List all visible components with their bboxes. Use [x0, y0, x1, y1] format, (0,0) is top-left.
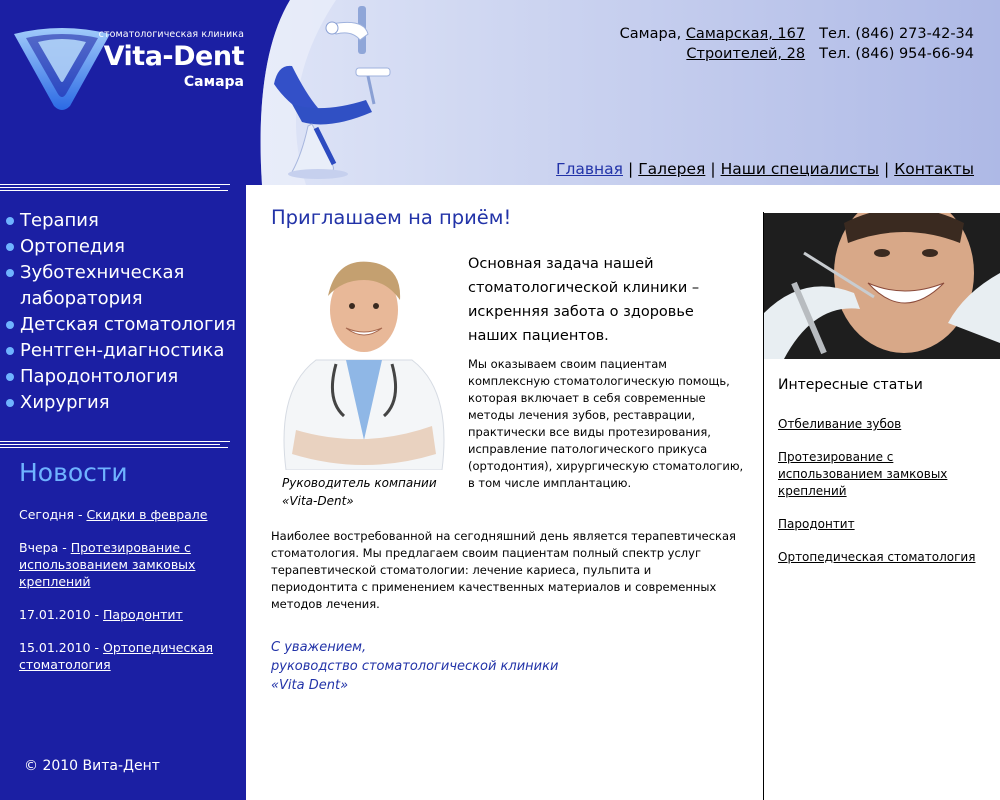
menu-item-dental-lab[interactable]: Зуботехническая лаборатория [6, 260, 242, 312]
articles-list [778, 416, 988, 582]
signature-line: руководство стоматологической клиники [271, 659, 559, 674]
bullet-icon [6, 217, 14, 225]
news-link[interactable]: Протезирование с использованием замковых креплений [19, 540, 196, 589]
bullet-icon [6, 399, 14, 407]
logo-name: Vita-Dent [103, 41, 244, 72]
bullet-icon [6, 243, 14, 251]
menu-item-surgery[interactable]: Хирургия [6, 390, 242, 416]
nav-contacts[interactable]: Контакты [894, 160, 974, 178]
top-navigation [556, 160, 974, 178]
signature [271, 638, 671, 695]
patient-photo [764, 213, 1000, 359]
phone-2: Тел. (846) 954-66-94 [819, 46, 974, 62]
article-item [778, 516, 988, 533]
nav-specialists[interactable]: Наши специалисты [720, 160, 879, 178]
address-row-1 [620, 24, 974, 44]
news-title: Новости [19, 458, 128, 487]
nav-home[interactable]: Главная [556, 160, 623, 178]
article-link[interactable]: Ортопедическая стоматология [778, 550, 976, 564]
menu-item-xray[interactable]: Рентген-диагностика [6, 338, 242, 364]
phone-1: Тел. (846) 273-42-34 [819, 26, 974, 42]
news-link[interactable]: Пародонтит [103, 607, 183, 622]
signature-line: «Vita Dent» [271, 678, 349, 693]
news-item [19, 606, 239, 623]
menu-item-periodontology[interactable]: Пародонтология [6, 364, 242, 390]
address-row-2 [620, 44, 974, 64]
news-item [19, 506, 239, 523]
bullet-icon [6, 321, 14, 329]
sidebar [0, 0, 246, 800]
logo-city: Самара [183, 74, 244, 90]
news-link[interactable]: Скидки в феврале [86, 507, 208, 522]
city-label: Самара, [619, 26, 686, 42]
news-date: Вчера - [19, 540, 71, 555]
news-list [19, 506, 239, 689]
news-item [19, 539, 239, 590]
logo-emblem-icon [12, 24, 112, 114]
side-menu [6, 208, 242, 416]
dental-chair-icon [272, 4, 392, 180]
menu-item-orthopedics[interactable]: Ортопедия [6, 234, 242, 260]
nav-gallery[interactable]: Галерея [638, 160, 706, 178]
bullet-icon [6, 373, 14, 381]
nav-separator: | [883, 160, 890, 178]
nav-separator: | [628, 160, 634, 178]
contact-info [620, 24, 974, 64]
address-link-1[interactable]: Самарская, 167 [685, 26, 806, 42]
divider-top [0, 184, 230, 193]
copyright: © 2010 Вита-Дент [24, 758, 160, 774]
nav-separator: | [710, 160, 716, 178]
paragraph-1: Мы оказываем своим пациентам комплексную стоматологическую помощь, которая включает в себя современные методы лечения зубов, реставрации, практически все виды протезирования, исправление патологического прикуса (ортодонтия), хирургическую стоматологию, в том числе имплантацию. [468, 357, 744, 490]
news-date: 17.01.2010 - [19, 607, 104, 622]
articles-title: Интересные статьи [778, 377, 923, 393]
article-item [778, 416, 988, 433]
article-link[interactable]: Протезирование с использованием замковых креплений [778, 450, 948, 498]
doctor-photo [266, 240, 462, 470]
signature-line: С уважением, [271, 640, 367, 655]
page-title: Приглашаем на приём! [271, 206, 512, 229]
bullet-icon [6, 347, 14, 355]
photo-caption: Руководитель компании «Vita-Dent» [282, 476, 437, 508]
paragraph-2: Наиболее востребованной на сегодняшний день является терапевтическая стоматология. Мы предлагаем своим пациентам полный спектр услуг терапевтической стоматологии: лечение кариеса, пульпита и периодонтита с применением качественных материалов и современных методов лечения. [271, 529, 736, 611]
logo-tagline: стоматологическая клиника [98, 29, 244, 40]
article-link[interactable]: Отбеливание зубов [778, 417, 902, 431]
article-link[interactable]: Пародонтит [778, 517, 855, 531]
lead-text: Основная задача нашей стоматологической клиники – искренняя забота о здоровье наших пациентов. [468, 256, 700, 344]
news-date: Сегодня - [19, 507, 87, 522]
header [246, 0, 1000, 185]
news-item [19, 639, 239, 673]
address-link-2[interactable]: Строителей, 28 [686, 46, 806, 62]
menu-item-pediatric[interactable]: Детская стоматология [6, 312, 242, 338]
news-link[interactable]: Ортопедическая стоматология [19, 640, 214, 672]
article-item [778, 549, 988, 566]
bullet-icon [6, 269, 14, 277]
article-item [778, 449, 988, 500]
news-date: 15.01.2010 - [19, 640, 104, 655]
logo[interactable] [0, 0, 246, 120]
divider-bottom [0, 441, 230, 450]
menu-item-therapy[interactable]: Терапия [6, 208, 242, 234]
